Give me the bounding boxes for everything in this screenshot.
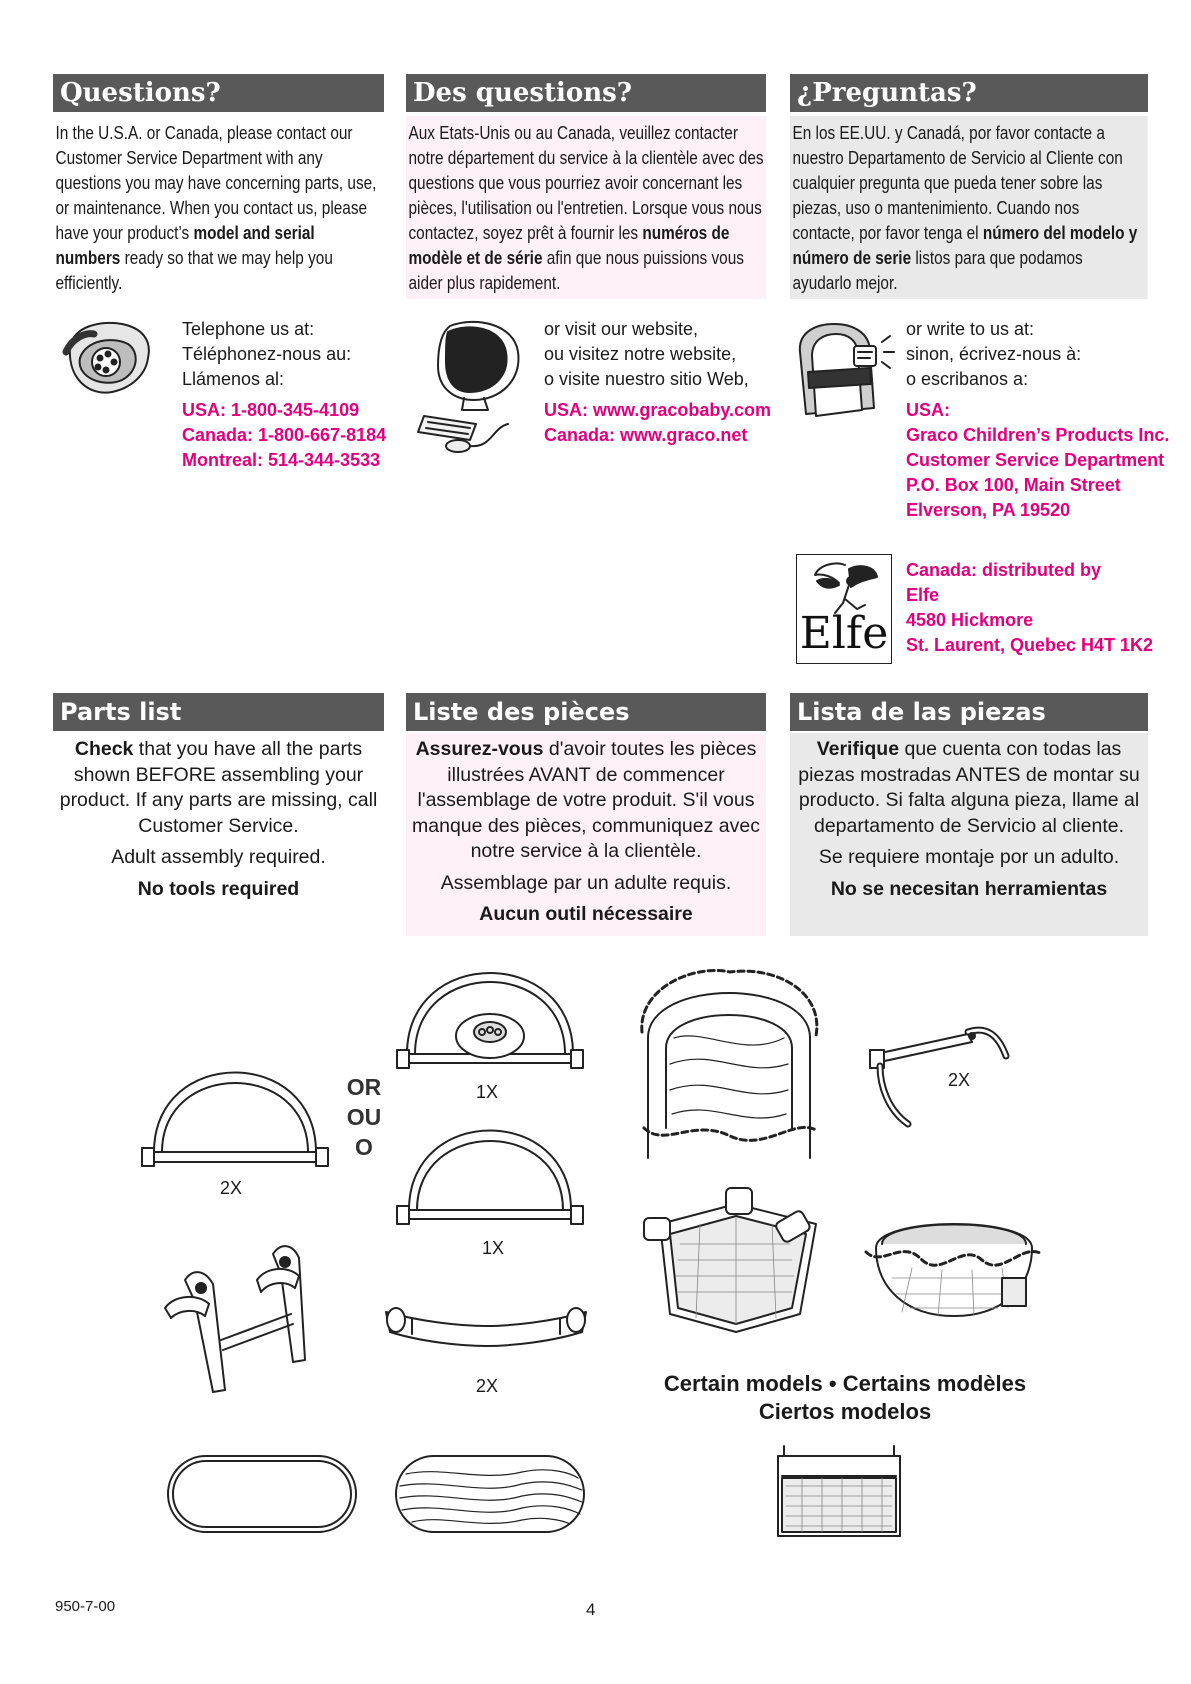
- intro-paragraph-en: In the U.S.A. or Canada, please contact our Customer Service Department with any questions you may have concerning parts, use, or maintenance. When you contact us, please have your product’s model and serial numbers ready so that we may help you efficiently.: [55, 122, 377, 293]
- mattress-cover-illustration: [392, 1452, 588, 1536]
- canada-distributed-by: Canada: distributed by: [906, 560, 1102, 580]
- no-tools-en: No tools required: [137, 877, 300, 900]
- web-block: [544, 317, 771, 448]
- arch-quantity: 2X: [220, 1178, 243, 1198]
- mail-usa-label: USA:: [906, 400, 950, 420]
- parts-paragraph-es: Verifique que cuenta con todas las piezas mostradas ANTES de montar su producto. Si falta alguna pieza, llame al departamento de Servicio al cliente. Se requiere montaje por un adulto. No se necesitan herramientas: [790, 733, 1148, 936]
- phone-block: [182, 317, 386, 473]
- bassinet-illustration: [862, 1198, 1046, 1324]
- leg-frame-illustration: [165, 1240, 325, 1408]
- computer-icon: [418, 318, 530, 456]
- canada-distributor-block: [906, 558, 1153, 658]
- phone-line-fr: Téléphonez-nous au:: [182, 344, 352, 364]
- phone-montreal[interactable]: Montreal: 514-344-3533: [182, 450, 381, 470]
- foot-illustration: [382, 1298, 590, 1350]
- foot-quantity: 2X: [476, 1376, 499, 1396]
- elfe-logo-text: Elfe: [799, 608, 889, 659]
- mattress-pad-illustration: [164, 1452, 360, 1536]
- no-tools-fr: Aucun outil nécessaire: [479, 903, 693, 925]
- or-separator: [342, 1072, 386, 1162]
- mail-usa-city: Elverson, PA 19520: [906, 500, 1071, 520]
- questions-header-en: Questions?: [53, 74, 384, 112]
- mail-usa-company: Graco Children’s Products Inc.: [906, 425, 1170, 445]
- mail-line-es: o escribanos a:: [906, 369, 1029, 389]
- certain-models-line1: Certain models • Certains modèles: [663, 1371, 1027, 1396]
- canopy-arch-illustration: [140, 1060, 330, 1170]
- toy-bar-illustration: [395, 958, 585, 1070]
- phone-line-es: Llámenos al:: [182, 369, 285, 389]
- web-line-fr: ou visitez notre website,: [544, 344, 737, 364]
- questions-header-fr: Des questions?: [406, 74, 766, 112]
- certain-models-caption: [630, 1370, 1060, 1426]
- page-number: 4: [586, 1600, 596, 1619]
- elfe-logo: [796, 554, 892, 664]
- mail-usa-department: Customer Service Department: [906, 450, 1165, 470]
- parts-paragraph-en: Check that you have all the parts shown BEFORE assembling your product. If any parts are missing, call Customer Service. Adult assembly required. No tools required: [53, 733, 384, 906]
- or-en: OR: [346, 1074, 382, 1100]
- mailbox-icon: [786, 322, 896, 424]
- bracket-quantity: 2X: [948, 1070, 971, 1090]
- canada-street: 4580 Hickmore: [906, 610, 1034, 630]
- web-canada-link[interactable]: Canada: www.graco.net: [544, 425, 748, 445]
- phone-line-en: Telephone us at:: [182, 319, 315, 339]
- canada-city: St. Laurent, Quebec H4T 1K2: [906, 635, 1154, 655]
- organizer-illustration: [772, 1442, 906, 1542]
- parts-header-fr: Liste des pièces: [406, 693, 766, 731]
- web-line-en: or visit our website,: [544, 319, 699, 339]
- mail-usa-street: P.O. Box 100, Main Street: [906, 475, 1121, 495]
- telephone-icon: [62, 318, 154, 396]
- toy-bar-quantity: 1X: [476, 1082, 499, 1102]
- phone-canada[interactable]: Canada: 1-800-667-8184: [182, 425, 387, 445]
- phone-usa[interactable]: USA: 1-800-345-4109: [182, 400, 360, 420]
- canada-company: Elfe: [906, 585, 940, 605]
- play-yard-illustration: [640, 1184, 828, 1334]
- questions-header-es: ¿Preguntas?: [790, 74, 1148, 112]
- intro-paragraph-es: En los EE.UU. y Canadá, por favor contacte a nuestro Departamento de Servicio al Cliente con cualquier pregunta que pueda tener sobre las piezas, uso o mantenimiento. Cuando nos contacte, por favor tenga el número del modelo y número de serie listos para que podamos ayudarlo mejor.: [790, 116, 1148, 299]
- mail-line-fr: sinon, écrivez-nous à:: [906, 344, 1082, 364]
- adult-assembly-en: Adult assembly required.: [111, 846, 326, 868]
- mail-line-en: or write to us at:: [906, 319, 1035, 339]
- or-es: O: [355, 1134, 373, 1160]
- mail-block: [906, 317, 1169, 523]
- certain-models-line2: Ciertos modelos: [758, 1399, 932, 1424]
- document-code: 950-7-00: [55, 1598, 116, 1615]
- handle-bar-illustration: [395, 1118, 585, 1228]
- parts-header-en: Parts list: [53, 693, 384, 731]
- adult-assembly-es: Se requiere montaje por un adulto.: [818, 846, 1120, 868]
- canopy-illustration: [634, 968, 824, 1160]
- web-usa-link[interactable]: USA: www.gracobaby.com: [544, 400, 772, 420]
- or-fr: OU: [346, 1104, 382, 1130]
- parts-paragraph-fr: Assurez-vous d'avoir toutes les pièces illustrées AVANT de commencer l'assemblage de votre produit. S'il vous manque des pièces, communiquez avec notre service à la clientèle. Assemblage par un adulte requis. Aucun outil nécessaire: [406, 733, 766, 936]
- bracket-illustration: [868, 1006, 1028, 1130]
- no-tools-es: No se necesitan herramientas: [830, 877, 1108, 900]
- web-line-es: o visite nuestro sitio Web,: [544, 369, 749, 389]
- parts-header-es: Lista de las piezas: [790, 693, 1148, 731]
- intro-paragraph-fr: Aux Etats-Unis ou au Canada, veuillez contacter notre département du service à la clientèle avec des questions que vous pourriez avoir concernant les pièces, l'utilisation ou l'entretien. Lorsque vous nous contactez, soyez prêt à fournir les numéros de modèle et de série afin que nous puissions vous aider plus rapidement.: [406, 116, 766, 299]
- adult-assembly-fr: Assemblage par un adulte requis.: [440, 871, 732, 894]
- handle-bar-quantity: 1X: [482, 1238, 505, 1258]
